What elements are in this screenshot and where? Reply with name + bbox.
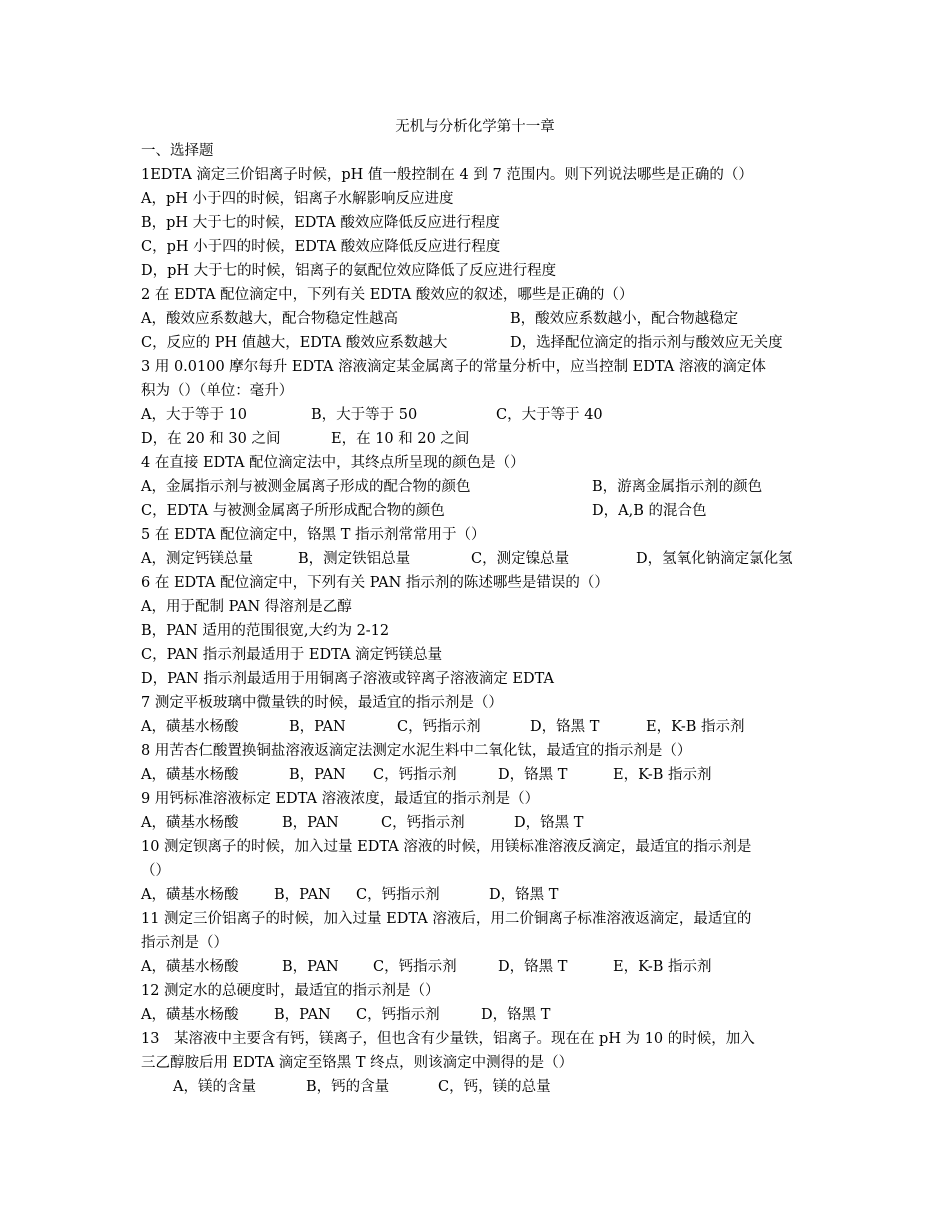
q13-option-b: B，钙的含量 (306, 1079, 390, 1095)
q5-option-d: D，氢氧化钠滴定氯化氢 (636, 551, 793, 567)
q2-option-c: C，反应的 PH 值越大，EDTA 酸效应系数越大 (141, 335, 448, 351)
q5-option-b: B，测定铁铝总量 (298, 551, 411, 567)
q13-stem-line1: 13 某溶液中主要含有钙，镁离子，但也含有少量铁，铝离子。现在在 pH 为 10 的时候，加入 (141, 1031, 755, 1047)
q11-option-e: E，K-B 指示剂 (613, 959, 712, 975)
q13-options (173, 1077, 551, 1097)
q7-option-e: E，K-B 指示剂 (646, 719, 745, 735)
q3-options-row2 (141, 429, 470, 449)
q6-option-c: C，PAN 指示剂最适用于 EDTA 滴定钙镁总量 (141, 647, 443, 663)
q1-option-c: C，pH 小于四的时候，EDTA 酸效应降低反应进行程度 (141, 239, 501, 255)
q9-option-a: A，磺基水杨酸 (141, 815, 239, 831)
q8-option-a: A，磺基水杨酸 (141, 767, 239, 783)
section-heading: 一、选择题 (141, 143, 214, 159)
q3-option-d: D，在 20 和 30 之间 (141, 431, 281, 447)
q10-option-a: A，磺基水杨酸 (141, 887, 239, 903)
q1-option-a: A，pH 小于四的时候，铝离子水解影响反应进度 (141, 191, 454, 207)
q6-option-b: B，PAN 适用的范围很宽,大约为 2-12 (141, 623, 390, 639)
q8-option-d: D，铬黑 T (498, 767, 568, 783)
q11-option-c: C，钙指示剂 (373, 959, 457, 975)
q11-option-a: A，磺基水杨酸 (141, 959, 239, 975)
q1-option-d: D，pH 大于七的时候，铝离子的氨配位效应降低了反应进行程度 (141, 263, 557, 279)
q6-option-a: A，用于配制 PAN 得溶剂是乙醇 (141, 599, 352, 615)
q2-stem: 2 在 EDTA 配位滴定中，下列有关 EDTA 酸效应的叙述，哪些是正确的（） (141, 287, 634, 303)
q11-options (141, 957, 712, 977)
q12-stem: 12 测定水的总硬度时，最适宜的指示剂是（） (141, 983, 440, 999)
q11-stem-line1: 11 测定三价铝离子的时候，加入过量 EDTA 溶液后，用二价铜离子标准溶液返滴定，最适宜的 (141, 911, 752, 927)
page-title: 无机与分析化学第十一章 (395, 119, 555, 135)
q4-options-row2 (141, 501, 707, 521)
q5-options (141, 549, 793, 569)
q9-option-c: C，钙指示剂 (381, 815, 465, 831)
q9-option-d: D，铬黑 T (514, 815, 584, 831)
q11-option-d: D，铬黑 T (498, 959, 568, 975)
q10-option-d: D，铬黑 T (489, 887, 559, 903)
q10-stem-line2: （） (141, 863, 170, 879)
q10-option-c: C，钙指示剂 (356, 887, 440, 903)
q9-options (141, 813, 584, 833)
q12-options (141, 1005, 551, 1025)
q4-stem: 4 在直接 EDTA 配位滴定法中，其终点所呈现的颜色是（） (141, 455, 525, 471)
q5-stem: 5 在 EDTA 配位滴定中，铬黑 T 指示剂常常用于（） (141, 527, 486, 543)
q8-option-e: E，K-B 指示剂 (613, 767, 712, 783)
q13-option-a: A，镁的含量 (173, 1079, 256, 1095)
q4-option-b: B，游离金属指示剂的颜色 (592, 479, 763, 495)
q7-option-c: C，钙指示剂 (397, 719, 481, 735)
q7-option-d: D，铬黑 T (530, 719, 600, 735)
q12-option-c: C，钙指示剂 (356, 1007, 440, 1023)
q3-options-row1 (141, 405, 603, 425)
q1-option-b: B，pH 大于七的时候，EDTA 酸效应降低反应进行程度 (141, 215, 500, 231)
q4-option-d: D，A,B 的混合色 (592, 503, 707, 519)
q4-option-a: A，金属指示剂与被测金属离子形成的配合物的颜色 (141, 479, 471, 495)
q4-option-c: C，EDTA 与被测金属离子所形成配合物的颜色 (141, 503, 445, 519)
q2-option-b: B，酸效应系数越小，配合物越稳定 (510, 311, 739, 327)
q9-option-b: B，PAN (282, 815, 339, 831)
q6-option-d: D，PAN 指示剂最适用于用铜离子溶液或锌离子溶液滴定 EDTA (141, 671, 554, 687)
q8-option-c: C，钙指示剂 (373, 767, 457, 783)
q3-option-e: E，在 10 和 20 之间 (331, 431, 470, 447)
q9-stem: 9 用钙标准溶液标定 EDTA 溶液浓度，最适宜的指示剂是（） (141, 791, 540, 807)
q8-option-b: B，PAN (289, 767, 346, 783)
q2-options-row1 (141, 309, 739, 329)
q13-stem-line2: 三乙醇胺后用 EDTA 滴定至铬黑 T 终点，则该滴定中测得的是（） (141, 1055, 574, 1071)
q12-option-a: A，磺基水杨酸 (141, 1007, 239, 1023)
q8-stem: 8 用苦杏仁酸置换铜盐溶液返滴定法测定水泥生料中二氧化钛，最适宜的指示剂是（） (141, 743, 692, 759)
q10-stem-line1: 10 测定钡离子的时候，加入过量 EDTA 溶液的时候，用镁标准溶液反滴定，最适宜的指示剂是 (141, 839, 752, 855)
q5-option-a: A，测定钙镁总量 (141, 551, 253, 567)
q7-option-b: B，PAN (289, 719, 346, 735)
q10-option-b: B，PAN (274, 887, 331, 903)
q11-stem-line2: 指示剂是（） (141, 935, 228, 951)
q10-options (141, 885, 559, 905)
q2-option-d: D，选择配位滴定的指示剂与酸效应无关度 (510, 335, 783, 351)
q3-stem-line2: 积为（）（单位：毫升） (141, 383, 294, 399)
q3-option-a: A，大于等于 10 (141, 407, 248, 423)
q1-stem: 1EDTA 滴定三价铝离子时候，pH 值一般控制在 4 到 7 范围内。则下列说法哪些是正确的（） (141, 167, 753, 183)
q13-option-c: C，钙，镁的总量 (438, 1079, 551, 1095)
q4-options-row1 (141, 477, 763, 497)
q3-stem-line1: 3 用 0.0100 摩尔每升 EDTA 溶液滴定某金属离子的常量分析中，应当控制 EDTA 溶液的滴定体 (141, 359, 766, 375)
q7-option-a: A，磺基水杨酸 (141, 719, 239, 735)
q5-option-c: C，测定镍总量 (471, 551, 570, 567)
q2-options-row2 (141, 333, 783, 353)
q12-option-b: B，PAN (274, 1007, 331, 1023)
q3-option-b: B，大于等于 50 (311, 407, 418, 423)
q6-stem: 6 在 EDTA 配位滴定中，下列有关 PAN 指示剂的陈述哪些是错误的（） (141, 575, 609, 591)
q7-options (141, 717, 745, 737)
q7-stem: 7 测定平板玻璃中微量铁的时候，最适宜的指示剂是（） (141, 695, 503, 711)
q2-option-a: A，酸效应系数越大，配合物稳定性越高 (141, 311, 398, 327)
q11-option-b: B，PAN (282, 959, 339, 975)
q12-option-d: D，铬黑 T (481, 1007, 551, 1023)
q8-options (141, 765, 712, 785)
q3-option-c: C，大于等于 40 (496, 407, 603, 423)
